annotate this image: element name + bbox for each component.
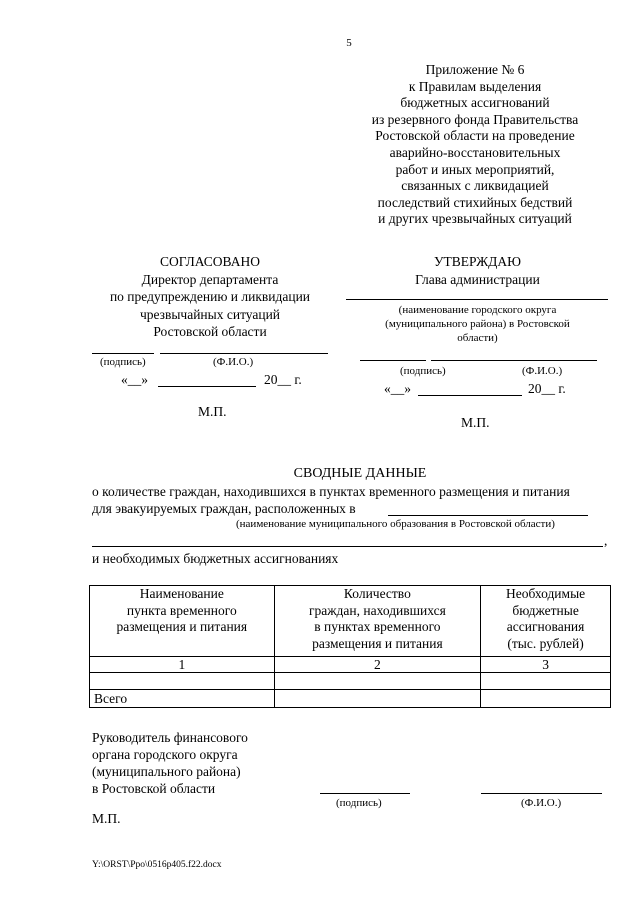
table-cell	[481, 673, 611, 690]
header-line: в пунктах временного	[314, 619, 441, 634]
finance-block	[92, 729, 248, 797]
municipality-line	[388, 515, 588, 516]
finance-line: Руководитель финансового	[92, 730, 248, 745]
appendix-line: аварийно-восстановительных	[389, 144, 561, 160]
finance-name-label: (Ф.И.О.)	[521, 797, 562, 809]
table-number-row	[90, 657, 611, 673]
summary-comma: ,	[604, 533, 608, 548]
finance-stamp: М.П.	[92, 811, 121, 826]
finance-signature-label: (подпись)	[336, 797, 382, 809]
summary-line-2: для эвакуируемых граждан, расположенных в	[92, 501, 356, 516]
appendix-line: Приложение № 6	[425, 62, 525, 77]
appendix-line: Ростовской области на проведение	[375, 128, 575, 144]
agreed-title: СОГЛАСОВАНО	[160, 254, 260, 269]
approve-subtitle: Глава администрации	[415, 271, 540, 287]
finance-line: (муниципального района)	[92, 764, 241, 779]
approve-name-label: (Ф.И.О.)	[522, 365, 563, 377]
column-number: 1	[90, 657, 275, 673]
table-row	[90, 673, 611, 690]
appendix-line: связанных с ликвидацией	[401, 178, 549, 194]
appendix-line: к Правилам выделения	[408, 78, 542, 94]
summary-line-3: и необходимых бюджетных ассигнованиях	[92, 551, 339, 566]
summary-table	[89, 585, 611, 708]
total-label: Всего	[90, 690, 275, 708]
header-line: Необходимые	[506, 586, 586, 601]
header-line: пункта временного	[126, 602, 237, 618]
approve-signature-label: (подпись)	[400, 365, 446, 377]
table-header-cell	[90, 586, 275, 657]
summary-title: СВОДНЫЕ ДАННЫЕ	[293, 466, 427, 481]
agreed-block	[90, 253, 330, 341]
agreed-line: Директор департамента	[141, 271, 279, 287]
table-cell	[274, 673, 481, 690]
approve-org-hint-line: (муниципального района) в Ростовской	[385, 318, 570, 330]
approve-org-line	[346, 299, 608, 300]
agreed-line: Ростовской области	[153, 324, 267, 339]
table-cell	[274, 690, 481, 708]
footer-file-path: Y:\ORST\Ppo\0516p405.f22.docx	[92, 860, 222, 870]
appendix-line: последствий стихийных бедствий	[377, 194, 573, 210]
approve-block	[345, 253, 610, 288]
table-header-cell	[274, 586, 481, 657]
page-number: 5	[346, 37, 352, 49]
approve-date-year: 20__ г.	[528, 381, 566, 396]
header-line: размещения и питания	[116, 619, 248, 634]
agreed-line: чрезвычайных ситуаций	[139, 306, 281, 322]
appendix-line: из резервного фонда Правительства	[371, 111, 579, 127]
header-line: Наименование	[139, 586, 224, 601]
municipality-hint: (наименование муниципального образования в Ростовской области)	[236, 518, 555, 530]
finance-signature-line	[320, 793, 410, 794]
approve-title: УТВЕРЖДАЮ	[433, 254, 522, 269]
approve-date-open: «__»	[384, 381, 411, 396]
table-header-row	[90, 586, 611, 657]
approve-stamp: М.П.	[461, 415, 490, 430]
agreed-date-year: 20__ г.	[264, 372, 302, 387]
header-line: размещения и питания	[312, 635, 443, 651]
approve-org-hint-line: области)	[457, 332, 498, 344]
agreed-stamp: М.П.	[198, 404, 227, 419]
agreed-date-line	[158, 386, 256, 387]
municipality-line-2	[92, 546, 603, 547]
agreed-line: по предупреждению и ликвидации	[109, 289, 311, 304]
finance-line: в Ростовской области	[92, 781, 216, 796]
agreed-date-open: «__»	[121, 372, 148, 387]
appendix-block	[340, 62, 610, 228]
appendix-line: работ и иных мероприятий,	[395, 161, 555, 177]
table-cell	[90, 673, 275, 690]
agreed-name-line	[160, 353, 328, 354]
header-line: граждан, находившихся	[308, 602, 446, 618]
approve-org-hint	[345, 303, 610, 345]
finance-line: органа городского округа	[92, 747, 238, 762]
appendix-line: бюджетных ассигнований	[400, 95, 550, 111]
approve-org-hint-line: (наименование городского округа	[398, 304, 557, 316]
header-line: (тыс. рублей)	[507, 635, 584, 651]
header-line: Количество	[343, 586, 411, 601]
agreed-name-label: (Ф.И.О.)	[213, 356, 254, 368]
column-number: 2	[274, 657, 481, 673]
header-line: ассигнования	[506, 619, 585, 634]
table-cell	[481, 690, 611, 708]
approve-date-line	[418, 395, 522, 396]
approve-name-line	[431, 360, 597, 361]
header-line: бюджетные	[512, 602, 579, 618]
agreed-signature-label: (подпись)	[100, 356, 146, 368]
appendix-line: и других чрезвычайных ситуаций	[378, 211, 572, 227]
summary-line-1: о количестве граждан, находившихся в пунктах временного размещения и питания	[92, 484, 570, 499]
agreed-signature-line	[92, 353, 154, 354]
approve-signature-line	[360, 360, 426, 361]
column-number: 3	[481, 657, 611, 673]
table-header-cell	[481, 586, 611, 657]
finance-name-line	[481, 793, 602, 794]
table-total-row	[90, 690, 611, 708]
